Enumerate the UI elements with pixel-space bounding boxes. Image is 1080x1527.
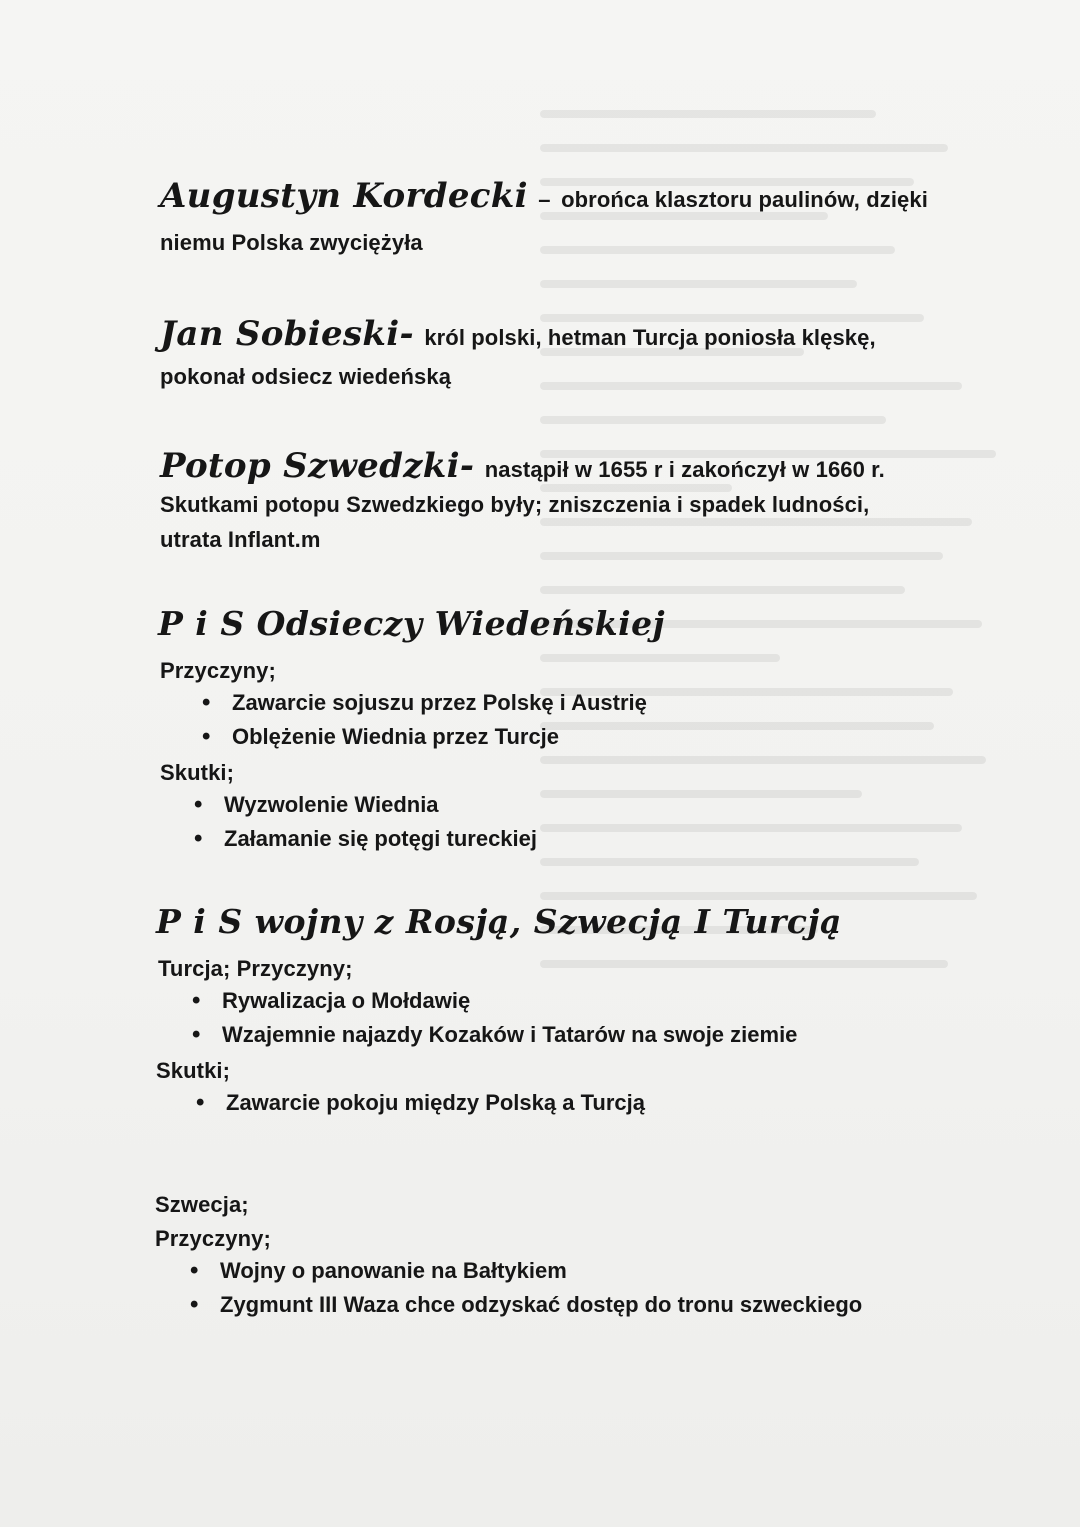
list-item: • Zawarcie sojuszu przez Polskę i Austrię <box>198 686 647 720</box>
sobieski-desc: król polski, hetman Turcja poniosła klęskę, <box>424 325 876 350</box>
list-item: • Wyzwolenie Wiednia <box>190 788 537 822</box>
wojny-title: P i S wojny z Rosją, Szwecją I Turcją <box>156 902 842 941</box>
sobieski-name: Jan Sobieski- <box>160 314 414 354</box>
potop-desc-line3: utrata Inflant.m <box>160 527 321 552</box>
sobieski-entry <box>160 314 876 354</box>
sobieski-desc-line2: pokonał odsiecz wiedeńską <box>160 364 452 389</box>
odsiecz-causes-list <box>198 686 647 754</box>
list-item: • Rywalizacja o Mołdawię <box>188 984 797 1018</box>
potop-name: Potop Szwedzki- <box>160 446 475 486</box>
potop-desc: nastąpił w 1655 r i zakończył w 1660 r. <box>484 457 885 482</box>
kordecki-desc-line2: niemu Polska zwyciężyła <box>160 230 423 255</box>
turcja-effects-list <box>192 1086 645 1120</box>
list-item: • Zawarcie pokoju między Polską a Turcją <box>192 1086 645 1120</box>
szwecja-label: Szwecja; <box>155 1192 249 1217</box>
turcja-causes-list <box>188 984 797 1052</box>
list-item: • Załamanie się potęgi tureckiej <box>190 822 537 856</box>
kordecki-entry <box>160 176 928 216</box>
turcja-label: Turcja; Przyczyny; <box>158 956 353 981</box>
turcja-effects-label: Skutki; <box>156 1058 231 1083</box>
kordecki-name: Augustyn Kordecki <box>160 176 528 216</box>
list-item: • Zygmunt III Waza chce odzyskać dostęp do tronu szweckiego <box>186 1288 862 1322</box>
odsiecz-effects-label: Skutki; <box>160 760 235 785</box>
potop-desc-line2: Skutkami potopu Szwedzkiego były; zniszczenia i spadek ludności, <box>160 492 870 517</box>
list-item: • Wzajemnie najazdy Kozaków i Tatarów na swoje ziemie <box>188 1018 797 1052</box>
odsiecz-title: P i S Odsieczy Wiedeńskiej <box>158 604 666 643</box>
odsiecz-effects-list <box>190 788 537 856</box>
szwecja-causes-label: Przyczyny; <box>155 1226 271 1251</box>
odsiecz-causes-label: Przyczyny; <box>160 658 276 683</box>
list-item: • Oblężenie Wiednia przez Turcje <box>198 720 647 754</box>
list-item: • Wojny o panowanie na Bałtykiem <box>186 1254 862 1288</box>
kordecki-dash: – <box>538 187 551 212</box>
kordecki-desc: obrońca klasztoru paulinów, dzięki <box>561 187 928 212</box>
potop-entry <box>160 446 885 486</box>
szwecja-causes-list <box>186 1254 862 1322</box>
